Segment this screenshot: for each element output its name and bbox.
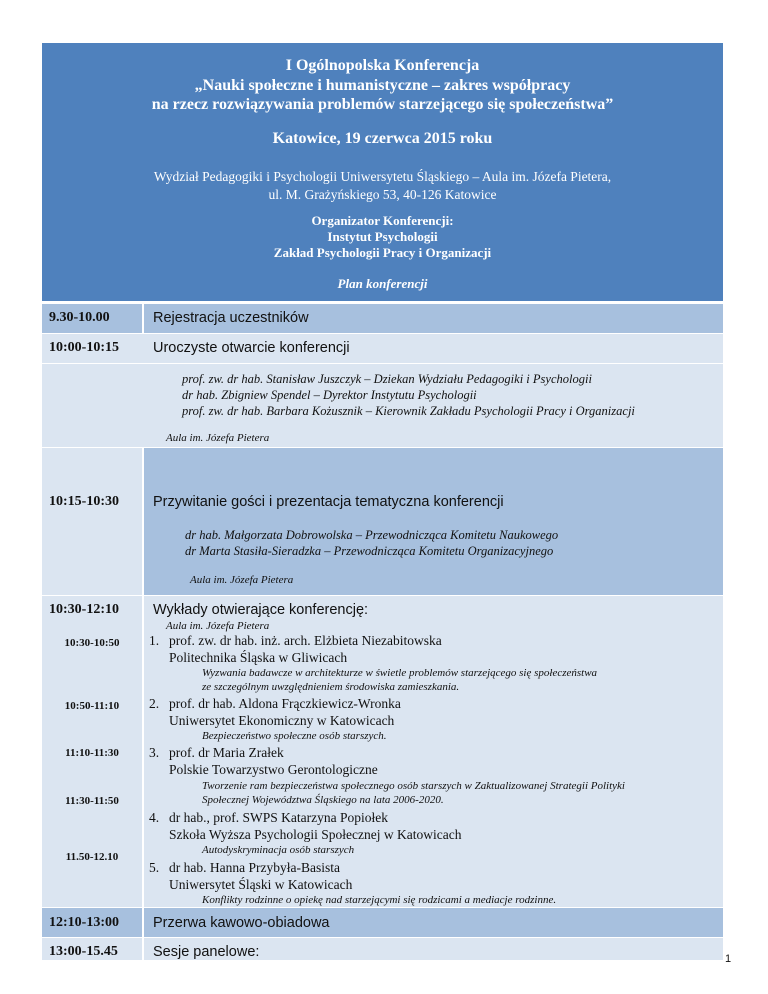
lecture-topic: Autodyskryminacja osób starszych — [202, 844, 355, 856]
location: Aula im. Józefa Pietera — [190, 574, 294, 586]
agenda-row-welcome — [42, 447, 723, 595]
row-title: Przywitanie gości i prezentacja tematyczna konferencji — [153, 494, 504, 510]
conference-title-line-2: na rzecz rozwiązywania problemów starzejącego się społeczeństwa” — [151, 96, 614, 113]
venue-line-2: ul. M. Grażyńskiego 53, 40-126 Katowice — [268, 187, 497, 202]
agenda-row-break — [42, 907, 723, 937]
lecture-item: 5. dr hab. Hanna Przybyła-Basista Uniwersytet Śląski w Katowicach — [149, 860, 353, 892]
location: Aula im. Józefa Pietera — [166, 620, 270, 632]
page-number: 1 — [725, 953, 732, 965]
lecture-time: 11:10-11:30 — [65, 747, 119, 759]
conference-title-line-1: „Nauki społeczne i humanistyczne – zakres współpracy — [194, 77, 571, 94]
lecture-time: 10:50-11:10 — [64, 700, 120, 712]
lecturer-name: prof. zw. dr hab. inż. arch. Elżbieta Niezabitowska — [169, 633, 442, 648]
organizer-institute: Instytut Psychologii — [327, 229, 438, 244]
lecture-item: 1. prof. zw. dr hab. inż. arch. Elżbieta Niezabitowska Politechnika Śląska w Gliwicach — [149, 633, 442, 665]
lecturer-name: prof. dr Maria Zrałek — [169, 745, 284, 760]
lecture-time: 11:30-11:50 — [65, 795, 119, 807]
row-title: Wykłady otwierające konferencję: — [153, 602, 369, 618]
speaker-line: dr hab. Zbigniew Spendel – Dyrektor Instytutu Psychologii — [182, 388, 477, 402]
conference-name: I Ogólnopolska Konferencja — [285, 57, 480, 74]
lecturer-institution: Uniwersytet Śląski w Katowicach — [169, 877, 353, 892]
row-title: Uroczyste otwarcie konferencji — [153, 340, 350, 356]
organizer-department: Zakład Psychologii Pracy i Organizacji — [273, 245, 492, 260]
row-title: Przerwa kawowo-obiadowa — [153, 915, 330, 931]
conference-date: Katowice, 19 czerwca 2015 roku — [272, 130, 493, 147]
lecturer-institution: Uniwersytet Ekonomiczny w Katowicach — [169, 713, 395, 728]
lecturer-institution: Polskie Towarzystwo Gerontologiczne — [169, 762, 378, 777]
lecture-time: 10:30-10:50 — [64, 637, 120, 649]
location: Aula im. Józefa Pietera — [166, 432, 270, 444]
agenda-row-registration — [42, 303, 723, 333]
lecture-item: 2. prof. dr hab. Aldona Frączkiewicz-Wronka Uniwersytet Ekonomiczny w Katowicach — [149, 696, 401, 728]
row-time: 10:00-10:15 — [49, 340, 119, 355]
speaker-line: dr hab. Małgorzata Dobrowolska – Przewodnicząca Komitetu Naukowego — [185, 528, 559, 542]
agenda-row-lectures — [42, 595, 723, 907]
row-time: 10:30-12:10 — [49, 602, 119, 617]
organizer-label: Organizator Konferencji: — [311, 213, 454, 228]
lecturer-name: dr hab. Hanna Przybyła-Basista — [169, 860, 340, 875]
lecturer-name: prof. dr hab. Aldona Frączkiewicz-Wronka — [169, 696, 401, 711]
lecture-topic: Tworzenie ram bezpieczeństwa społecznego osób starszych w Zaktualizowanej Strategii Polityki Społecznej Województwa Śląskiego na lata 2006-2020. — [202, 780, 625, 806]
lecture-topic: Konflikty rodzinne o opiekę nad starzejącymi się rodzicami a mediacje rodzinne. — [202, 894, 557, 906]
agenda-row-panels — [42, 937, 723, 960]
venue-line-1: Wydział Pedagogiki i Psychologii Uniwersytetu Śląskiego – Aula im. Józefa Pietera, — [153, 169, 612, 184]
lecture-time: 11.50-12.10 — [65, 851, 119, 863]
lecturer-institution: Szkoła Wyższa Psychologii Społecznej w Katowicach — [169, 827, 462, 842]
speaker-line: dr Marta Stasiła-Sieradzka – Przewodnicząca Komitetu Organizacyjnego — [185, 544, 554, 558]
row-time: 13:00-15.45 — [49, 944, 118, 959]
row-time: 9.30-10.00 — [49, 310, 110, 325]
row-time: 10:15-10:30 — [49, 494, 119, 509]
lecture-item: 3. prof. dr Maria Zrałek Polskie Towarzystwo Gerontologiczne — [149, 745, 378, 777]
lecture-item: 4. dr hab., prof. SWPS Katarzyna Popiołek Szkoła Wyższa Psychologii Społecznej w Katowicach — [149, 810, 462, 842]
lecturer-institution: Politechnika Śląska w Gliwicach — [169, 650, 348, 665]
lecture-topic: Wyzwania badawcze w architekturze w świetle problemów starzejącego się społeczeństwa ze szczególnym uwzględnieniem środowiska zamieszkania. — [202, 667, 598, 693]
conference-header — [42, 43, 723, 301]
speaker-line: prof. zw. dr hab. Barbara Kożusznik – Kierownik Zakładu Psychologii Pracy i Organizacji — [182, 404, 635, 418]
lecturer-name: dr hab., prof. SWPS Katarzyna Popiołek — [169, 810, 388, 825]
lecture-topic: Bezpieczeństwo społeczne osób starszych. — [202, 730, 387, 742]
plan-heading: Plan konferencji — [337, 276, 428, 291]
row-title: Rejestracja uczestników — [153, 310, 309, 326]
agenda-row-opening — [42, 333, 723, 448]
speaker-line: prof. zw. dr hab. Stanisław Juszczyk – Dziekan Wydziału Pedagogiki i Psychologii — [182, 372, 592, 386]
row-time: 12:10-13:00 — [49, 915, 119, 930]
row-title: Sesje panelowe: — [153, 944, 260, 960]
agenda-table — [42, 43, 723, 960]
